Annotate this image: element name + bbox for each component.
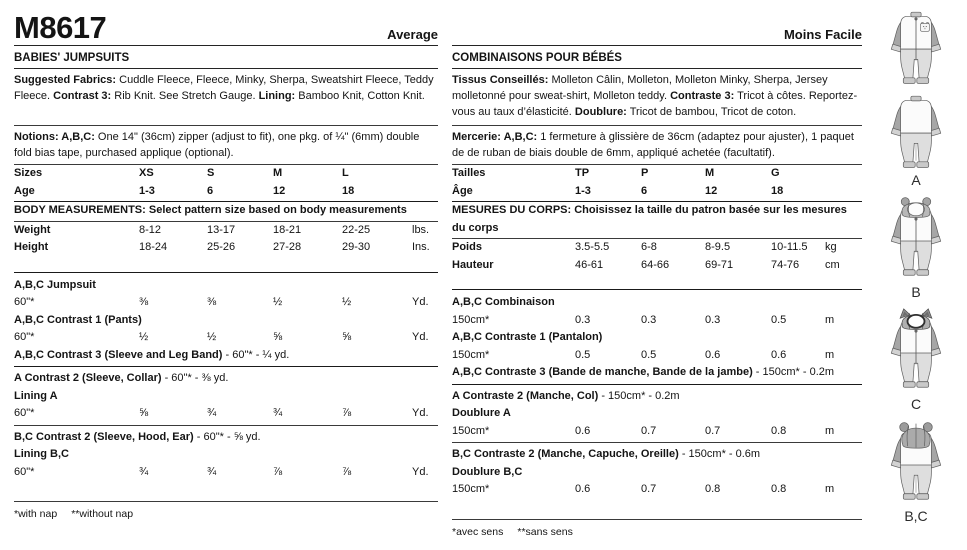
view-a-front-illustration bbox=[883, 4, 949, 86]
age-g: 18 bbox=[771, 184, 784, 197]
yardage-unit: Yd. bbox=[412, 465, 429, 478]
yardage-value: ⅜ bbox=[139, 296, 149, 308]
yardage-row bbox=[452, 423, 862, 441]
yardage-value: 0.5 bbox=[641, 348, 657, 361]
height-unit: Ins. bbox=[412, 241, 430, 253]
weight-value: 6-8 bbox=[641, 241, 657, 253]
height-value: 27-28 bbox=[273, 241, 302, 253]
contrast3-row bbox=[452, 364, 862, 382]
fabric-width: 150cm* bbox=[452, 483, 490, 495]
difficulty-fr: Moins Facile bbox=[783, 27, 862, 42]
contrast3-label: Contrast 3: bbox=[53, 90, 112, 102]
size-s: S bbox=[207, 167, 215, 179]
fabric-width: 60"* bbox=[14, 465, 35, 478]
contrast3-rest: - 150cm* - 0.2m bbox=[752, 366, 835, 378]
fabric-width: 150cm* bbox=[452, 348, 490, 361]
notions-label: Mercerie: A,B,C: bbox=[452, 131, 538, 143]
yardage-unit: m bbox=[825, 424, 835, 437]
yardage-value: 0.8 bbox=[771, 424, 787, 437]
contrast3-rest: - 60"* - ¼ yd. bbox=[222, 348, 290, 361]
yardage-group-1 bbox=[14, 277, 438, 368]
height-label: Hauteur bbox=[452, 258, 494, 271]
yardage-value: ½ bbox=[207, 331, 217, 343]
jumpsuit-label: A,B,C Combinaison bbox=[452, 296, 555, 308]
fabric-width: 60"* bbox=[14, 407, 35, 419]
view-a-label: A bbox=[911, 172, 921, 188]
age-label: Age bbox=[14, 184, 35, 197]
yardage-unit: m bbox=[825, 348, 835, 361]
yardage-unit: Yd. bbox=[412, 407, 429, 419]
yardage-row bbox=[14, 294, 438, 312]
size-header-fr bbox=[452, 165, 862, 202]
title-fr: COMBINAISONS POUR BÉBÉS bbox=[452, 46, 862, 69]
view-bc-back-illustration bbox=[883, 420, 949, 506]
height-label: Height bbox=[14, 241, 49, 253]
size-m: M bbox=[705, 167, 715, 179]
yardage-group-1 bbox=[452, 294, 862, 385]
view-c-label: C bbox=[910, 396, 922, 412]
fabrics-text: Cuddle Fleece, Fleece, Minky, Sherpa, Sweatshirt Fleece, Teddy Fleece. bbox=[14, 74, 434, 102]
lining-text: Tricot de bambou, Tricot de coton. bbox=[626, 106, 797, 118]
contrast3-text: Tricot à côtes. Reportez-vous au taux d’élasticité. bbox=[452, 90, 858, 118]
weight-value: 22-25 bbox=[342, 223, 371, 236]
sizes-label: Tailles bbox=[452, 167, 486, 179]
yardage-value: 0.3 bbox=[705, 313, 721, 326]
yardage-row bbox=[452, 312, 862, 330]
jumpsuit-label: A,B,C Jumpsuit bbox=[14, 278, 96, 291]
weight-value: 8-9.5 bbox=[705, 241, 731, 253]
contrast3-row bbox=[14, 347, 438, 365]
hood-round-ears bbox=[901, 198, 930, 218]
a-contrast2-bold: A Contraste 2 (Manche, Col) bbox=[452, 389, 599, 402]
difficulty-en: Average bbox=[387, 27, 438, 42]
sizes-label: Sizes bbox=[14, 167, 43, 179]
contrast1-label: A,B,C Contrast 1 (Pants) bbox=[14, 313, 142, 326]
yardage-value: 0.6 bbox=[771, 348, 787, 361]
notions-paragraph-en bbox=[14, 126, 438, 165]
yardage-value: 0.8 bbox=[705, 483, 721, 495]
title-en: BABIES' JUMPSUITS bbox=[14, 46, 438, 69]
yardage-value: ⅜ bbox=[207, 296, 217, 308]
lining-text: Bamboo Knit, Cotton Knit. bbox=[295, 90, 425, 102]
age-label: Âge bbox=[452, 184, 473, 197]
weight-label: Weight bbox=[14, 223, 51, 236]
fabrics-label: Tissus Conseillés: bbox=[452, 74, 549, 86]
yardage-group-3 bbox=[452, 443, 862, 499]
age-tp: 1-3 bbox=[575, 184, 591, 197]
yardage-value: 0.3 bbox=[575, 313, 591, 326]
age-p: 6 bbox=[641, 184, 648, 197]
avec-sens-note: *avec sens bbox=[452, 525, 504, 538]
lining-a-label: Doublure A bbox=[452, 407, 511, 419]
a-contrast2-rest: - 150cm* - 0.2m bbox=[598, 389, 680, 402]
age-xs: 1-3 bbox=[139, 184, 155, 197]
weight-value: 10-11.5 bbox=[771, 241, 808, 253]
header-band-fr bbox=[452, 10, 862, 46]
height-value: 46-61 bbox=[575, 258, 604, 271]
a-contrast2-rest: - 60"* - ⅜ yd. bbox=[161, 372, 229, 384]
measurements-block-en bbox=[14, 222, 438, 273]
height-value: 64-66 bbox=[641, 258, 670, 271]
weight-value: 13-17 bbox=[207, 223, 236, 236]
view-a-back-illustration bbox=[883, 88, 949, 170]
yardage-unit: m bbox=[825, 313, 835, 326]
yardage-value: ⅝ bbox=[139, 407, 149, 419]
size-header-en bbox=[14, 165, 438, 202]
yardage-value: ⅞ bbox=[342, 465, 352, 478]
fabric-width: 150cm* bbox=[452, 313, 490, 326]
yardage-value: ¾ bbox=[207, 407, 217, 419]
hood-pointed-ears bbox=[900, 309, 932, 330]
yardage-value: ¾ bbox=[139, 465, 149, 478]
yardage-value: 0.5 bbox=[771, 313, 787, 326]
yardage-value: 0.5 bbox=[575, 348, 591, 361]
french-column bbox=[452, 10, 862, 540]
yardage-value: ⅞ bbox=[342, 407, 352, 419]
notions-paragraph-fr bbox=[452, 126, 862, 165]
contrast3-bold: A,B,C Contrast 3 (Sleeve and Leg Band) bbox=[14, 348, 223, 361]
size-m: M bbox=[273, 167, 283, 179]
bc-contrast2-bold: B,C Contraste 2 (Manche, Capuche, Oreille) bbox=[452, 448, 679, 460]
fabrics-label: Suggested Fabrics: bbox=[14, 74, 117, 86]
yardage-value: ⅝ bbox=[273, 331, 283, 343]
yardage-unit: m bbox=[825, 483, 835, 495]
sizes-row bbox=[452, 165, 862, 183]
notions-text: 1 fermeture à glissière de 36cm (adaptez pour ajuster), 1 paquet de de ruban de biais double de 6mm, appliqué achetée (facultatif). bbox=[452, 131, 854, 159]
bc-contrast2-bold: B,C Contrast 2 (Sleeve, Hood, Ear) bbox=[14, 430, 194, 443]
size-tp: TP bbox=[575, 167, 590, 179]
lining-bc-label: Doublure B,C bbox=[452, 465, 523, 478]
weight-label: Poids bbox=[452, 241, 482, 253]
lining-bc-label: Lining B,C bbox=[14, 448, 69, 460]
yardage-value: 0.7 bbox=[641, 424, 657, 437]
bear-applique bbox=[921, 23, 930, 32]
body-measurements-header-en: BODY MEASUREMENTS: Select pattern size based on body measurements bbox=[14, 202, 438, 222]
weight-row bbox=[14, 222, 438, 240]
height-value: 18-24 bbox=[139, 241, 168, 253]
sans-sens-note: **sans sens bbox=[517, 525, 573, 538]
age-l: 18 bbox=[342, 184, 355, 197]
pattern-number: M8617 bbox=[14, 10, 107, 45]
body-measurements-header-fr: MESURES DU CORPS: Choisissez la taille du patron basée sur les mesures du corps bbox=[452, 202, 862, 239]
yardage-row bbox=[14, 329, 438, 347]
weight-unit: kg bbox=[825, 241, 837, 253]
a-contrast2-row bbox=[14, 370, 438, 388]
footnotes-fr bbox=[452, 519, 862, 540]
yardage-row bbox=[14, 464, 438, 482]
contrast3-label: Contraste 3: bbox=[670, 90, 735, 102]
yardage-value: ⅞ bbox=[273, 465, 283, 478]
weight-row bbox=[452, 239, 862, 257]
measurements-block-fr bbox=[452, 239, 862, 290]
height-unit: cm bbox=[825, 258, 840, 271]
height-value: 69-71 bbox=[705, 258, 734, 271]
view-b-label: B bbox=[911, 284, 921, 300]
height-value: 29-30 bbox=[342, 241, 371, 253]
view-bc-label: B,C bbox=[904, 508, 928, 524]
yardage-row bbox=[452, 481, 862, 499]
lining-label: Lining: bbox=[258, 90, 296, 102]
view-illustrations bbox=[866, 4, 966, 532]
height-value: 25-26 bbox=[207, 241, 236, 253]
yardage-group-2 bbox=[452, 385, 862, 444]
weight-value: 8-12 bbox=[139, 223, 162, 236]
weight-value: 3.5-5.5 bbox=[575, 241, 610, 253]
lining-a-label: Lining A bbox=[14, 389, 58, 402]
age-row bbox=[452, 183, 862, 201]
yardage-value: 0.7 bbox=[705, 424, 721, 437]
with-nap-note: *with nap bbox=[14, 508, 58, 520]
header-band-en bbox=[14, 10, 438, 46]
age-m: 12 bbox=[705, 184, 718, 197]
yardage-table-fr bbox=[452, 290, 862, 499]
fabric-width: 60"* bbox=[14, 296, 35, 308]
contrast1-label: A,B,C Contraste 1 (Pantalon) bbox=[452, 331, 603, 343]
bc-contrast2-rest: - 150cm* - 0.6m bbox=[678, 448, 761, 460]
fabric-width: 60"* bbox=[14, 331, 35, 343]
yardage-value: ¾ bbox=[273, 407, 283, 419]
size-xs: XS bbox=[139, 167, 154, 179]
size-p: P bbox=[641, 167, 649, 179]
a-contrast2-row bbox=[452, 388, 862, 406]
contrast3-text: Rib Knit. See Stretch Gauge. bbox=[111, 90, 259, 102]
yardage-value: 0.6 bbox=[575, 424, 591, 437]
yardage-unit: Yd. bbox=[412, 331, 429, 343]
yardage-row bbox=[452, 347, 862, 365]
yardage-group-3 bbox=[14, 426, 438, 482]
yardage-unit: Yd. bbox=[412, 296, 429, 308]
age-row bbox=[14, 183, 438, 201]
english-column bbox=[14, 10, 438, 522]
weight-value: 18-21 bbox=[273, 223, 302, 236]
size-l: L bbox=[342, 167, 349, 179]
yardage-row bbox=[14, 405, 438, 423]
age-m: 12 bbox=[273, 184, 286, 197]
a-contrast2-bold: A Contrast 2 (Sleeve, Collar) bbox=[14, 372, 162, 384]
fabrics-text: Molleton Câlin, Molleton, Molleton Minky, Sherpa, Jersey molletonné pour sweat-shirt, Molleton teddy. bbox=[452, 74, 828, 102]
yardage-group-2 bbox=[14, 367, 438, 426]
yardage-value: 0.6 bbox=[575, 483, 591, 495]
footnotes-en bbox=[14, 501, 438, 522]
view-c-front-illustration bbox=[883, 308, 949, 394]
bc-contrast2-row bbox=[452, 446, 862, 464]
height-row bbox=[14, 239, 438, 257]
yardage-value: 0.3 bbox=[641, 313, 657, 326]
weight-unit: lbs. bbox=[412, 223, 430, 236]
sizes-row bbox=[14, 165, 438, 183]
yardage-value: 0.8 bbox=[771, 483, 787, 495]
yardage-value: ½ bbox=[342, 296, 352, 308]
hood-back bbox=[900, 423, 933, 448]
bc-contrast2-row bbox=[14, 429, 438, 447]
yardage-value: ½ bbox=[139, 331, 149, 343]
size-g: G bbox=[771, 167, 780, 179]
yardage-value: 0.6 bbox=[705, 348, 721, 361]
height-value: 74-76 bbox=[771, 258, 800, 271]
without-nap-note: **without nap bbox=[71, 508, 134, 520]
yardage-value: ½ bbox=[273, 296, 283, 308]
age-s: 6 bbox=[207, 184, 214, 197]
yardage-value: 0.7 bbox=[641, 483, 657, 495]
bc-contrast2-rest: - 60"* - ⅝ yd. bbox=[193, 430, 261, 443]
notions-text: One 14" (36cm) zipper (adjust to fit), one pkg. of ¼" (6mm) double fold bias tape, purchased applique (optional). bbox=[14, 131, 420, 159]
fabrics-paragraph-en bbox=[14, 69, 438, 126]
view-b-front-illustration bbox=[883, 196, 949, 282]
height-row bbox=[452, 257, 862, 275]
yardage-table-en bbox=[14, 273, 438, 482]
yardage-value: ⅝ bbox=[342, 331, 352, 343]
fabric-width: 150cm* bbox=[452, 424, 490, 437]
fabrics-paragraph-fr bbox=[452, 69, 862, 126]
lining-label: Doublure: bbox=[574, 106, 627, 118]
contrast3-bold: A,B,C Contraste 3 (Bande de manche, Bande de la jambe) bbox=[452, 366, 753, 378]
notions-label: Notions: A,B,C: bbox=[14, 131, 95, 143]
yardage-value: ¾ bbox=[207, 465, 217, 478]
